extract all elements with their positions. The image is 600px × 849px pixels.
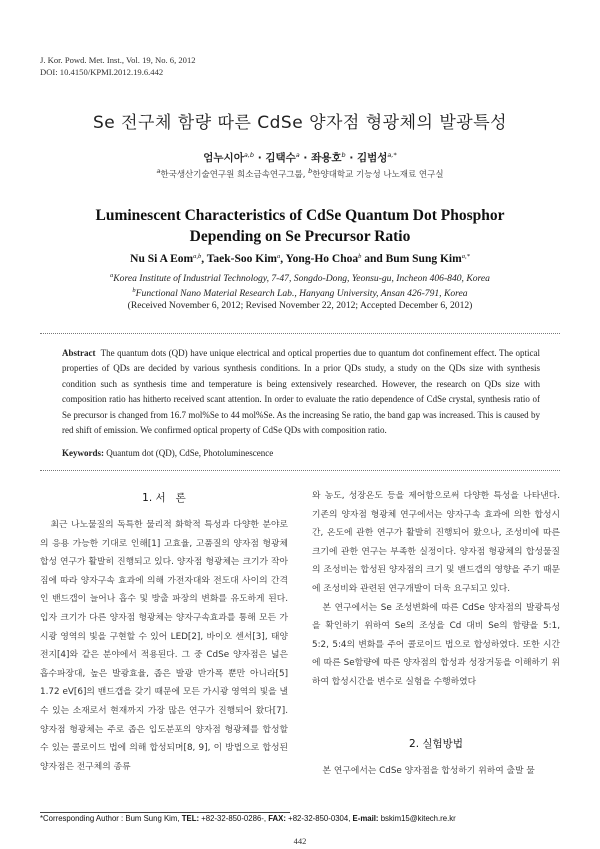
right-column	[312, 487, 560, 692]
author-ko-2: 김택수	[265, 152, 296, 164]
author-en-1: Nu Si A Eom	[130, 253, 194, 265]
section-2-heading: 2. 실험방법	[409, 738, 463, 750]
author-en-4: Bum Sung Kim	[385, 253, 462, 265]
section-2-paragraph-1: 본 연구에서는 CdSe 양자점을 합성하기 위하여 출발 물	[322, 766, 535, 776]
footnote-rule	[40, 812, 290, 813]
keywords-label: Keywords:	[62, 448, 104, 458]
received-dates: (Received November 6, 2012; Revised November 22, 2012; Accepted December 6, 2012)	[127, 300, 473, 311]
keywords-text: Quantum dot (QD), CdSe, Photoluminescence	[106, 448, 274, 458]
section-1-paragraph-1: 최근 나노물질의 독특한 물리적 화학적 특성과 다양한 분야로의 응용 가능한 기대로 인해[1] 고효율, 고품질의 양자점 형광체 합성 연구가 활발히 진행되고 있다. 양자점 형광체는 크기가 작아짐에 따라 양자구속 효과에 의해 가전자대와 전도대 사이의 간격인 밴드갭이 늘어나 흡수 및 방출 파장의 변화를 유도하게 된다. 입자 크기가 다른 양자점 형광체는 양자구속효과를 통해 모든 가시광 영역의 빛을 구현할 수 있어 LED[2], 바이오 센서[3], 태양전지[4]와 같은 분야에서 적용된다. 그 중 CdSe 양자점은 넓은 흡수파장대, 높은 발광효율, 좁은 발광 반가폭 뿐만 아니라[5] 1.72 eV[6]의 밴드갭을 갖기 때문에 모든 가시광 영역의 빛을 낼 수 있는 소재로서 현재까지 가장 많은 연구가 진행되어 왔다[7]. 양자점 형광체는 주로 좁은 입도분포의 양자점 형광체를 합성할 수 있는 콜로이드 법에 의해 합성되며[8, 9], 이 방법으로 합성된 양자점은 전구체의 종류	[40, 520, 288, 772]
affiliation-english: $^a$Korea Institute of Industrial Technology, 7-47, Songdo-Dong, Yeonsu-gu, Incheon 406-840, Korea $^b$Functional Nano Material Research Lab., Hanyang University, Ansan 426-791, Korea (Received November 6, 2012; Revised November 22, 2012; Accepted December 6, 2012)	[0, 270, 600, 312]
title-korean: Se 전구체 함량 따른 CdSe 양자점 형광체의 발광특성	[92, 113, 508, 133]
page-number: 442	[293, 836, 307, 846]
author-en-2: Taek-Soo Kim	[206, 253, 277, 265]
abstract-text: The quantum dots (QD) have unique electrical and optical properties due to quantum dot confinement effect. The optical properties of QDs are decided by various synthesis conditions. In a prior QDs study, a study on the QDs size with synthesis condition such as synthesis time and temperature is being extensively researched. However, the research on QDs size with composition ratio has hitherto received scant attention. In order to evaluate the ratio dependence of CdSe crystal, synthesis ratio of Se precursor is changed from 16.7 mol%Se to 44 mol%Se. As the increasing Se ratio, the band gap was increased. This is caused by red shift of emission. We confirmed optical property of CdSe QDs with composition ratio.	[62, 348, 540, 436]
section-1-paragraph-1-continued: 와 농도, 성장온도 등을 제어함으로써 다양한 특성을 나타낸다. 기존의 양자점 형광체 연구에서는 양자구속 효과에 의한 합성시간, 온도에 관한 연구가 활발히 진행되어 왔으나, 조성비에 따른 크기에 관한 연구는 부족한 실정이다. 양자점 형광체의 합성물질의 조성비는 합성된 양자점의 크기 및 밴드갭의 영향을 주기 때문에 조성비와 관련된 연구개발이 더욱 요구되고 있다.	[312, 491, 560, 594]
left-column	[40, 516, 288, 776]
title-english: Luminescent Characteristics of CdSe Quantum Dot Phosphor Depending on Se Precursor Ratio	[95, 207, 505, 245]
keywords	[62, 448, 540, 458]
author-en-3: Yong-Ho Choa	[285, 253, 359, 265]
email-text: bskim15@kitech.re.kr	[380, 814, 456, 823]
abstract	[62, 346, 540, 438]
affiliation-korean: $^a$한국생산기술연구원 희소금속연구그룹, $^b$한양대학교 기능성 나노재료 연구실	[156, 167, 444, 180]
section-2-body	[312, 762, 560, 781]
abstract-label: Abstract	[62, 348, 96, 358]
section-1-heading: 1. 서 론	[142, 492, 186, 504]
authors-korean: 엄누시아$^{a,b}$ · 김택수$^a$ · 좌용호$^b$ · 김범성$^{a,*}$	[203, 151, 397, 164]
author-ko-3: 좌용호	[311, 152, 342, 164]
journal-doi: DOI: 10.4150/KPMI.2012.19.6.442	[40, 67, 164, 77]
authors-english: Nu Si A Eom$^{a,b}$, Taek-Soo Kim$^a$, Yong-Ho Choa$^b$ and Bum Sung Kim$^{a,*}$	[130, 253, 470, 265]
journal-header	[40, 54, 196, 78]
journal-citation: J. Kor. Powd. Met. Inst., Vol. 19, No. 6, 2012	[40, 55, 196, 65]
author-ko-1: 엄누시아	[203, 152, 244, 164]
corresponding-author: *Corresponding Author : Bum Sung Kim, TEL: +82-32-850-0286-, FAX: +82-32-850-0304, E-mail: bskim15@kitech.re.kr	[40, 814, 456, 823]
divider-top	[40, 333, 560, 334]
section-1-paragraph-2: 본 연구에서는 Se 조성변화에 따른 CdSe 양자점의 발광특성을 확인하기 위하여 Se의 조성을 Cd 대비 Se의 함량을 5:1, 5:2, 5:4의 변화를 주어 콜로이드 법으로 합성하였다. 또한 시간에 따른 Se함량에 따른 양자점의 합성과 성장거동을 이해하기 위하여 합성시간을 변수로 실험을 수행하였다	[312, 602, 560, 687]
author-ko-4: 김범성	[356, 152, 388, 164]
divider-bottom	[40, 470, 560, 471]
